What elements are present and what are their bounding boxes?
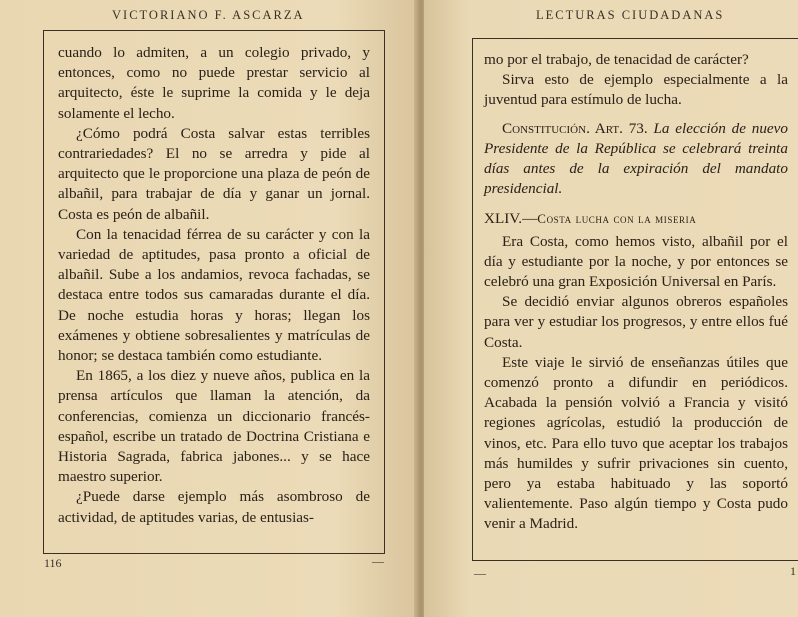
foot-mark-left: — (372, 554, 384, 568)
chapter-number: XLIV.— (484, 210, 538, 228)
foot-mark-right: — (474, 566, 486, 580)
constitution-label: Constitución. Art. 73. (502, 119, 648, 137)
chapter-heading (484, 209, 788, 229)
left-body-text (58, 43, 370, 528)
paragraph: Sirva esto de ejemplo especialmente a la juventud para estímulo de lucha. (484, 71, 788, 109)
paragraph: Este viaje le sirvió de enseñanzas útiles que comenzó pronto a difundir en periódicos. Acabada la pensión volvió a Francia y visitó regiones agrícolas, estudió la producción de vinos, etc. Para ello tuvo que aceptar los trabajos más humildes y sufrir privaciones sin cuento, pero ya estaba habituado y las soportó valientemente. Paso algún tiempo y Costa pudo venir a Madrid. (484, 353, 788, 533)
constitution-text: La elección de nuevo Presidente de la República se celebrará treinta días antes de la expiración del mandato presidencial. (484, 119, 788, 198)
page-number-right: 1 (790, 564, 796, 578)
running-head-left: VICTORIANO F. ASCARZA (112, 8, 305, 22)
constitution-note (484, 119, 788, 200)
paragraph: Era Costa, como hemos visto, albañil por el día y estudiante por la noche, y por entonces se celebró una gran Exposición Universal en París. (484, 232, 788, 291)
paragraph: mo por el trabajo, de tenacidad de carácter? (484, 51, 749, 68)
running-head-right: LECTURAS CIUDADANAS (536, 8, 725, 22)
paragraph: ¿Cómo podrá Costa salvar estas terribles contrariedades? El no se arredra y pide al arquitecto que le proporcione una plaza de peón de albañil, para trabajar de día y ganar un jornal. Costa es peón de albañil. (58, 124, 370, 223)
paragraph: cuando lo admiten, a un colegio privado, y entonces, como no puede prestar servicio al arquitecto, éste le suprime la comida y le deja solamente el lecho. (58, 44, 370, 122)
right-body-text (484, 50, 788, 535)
paragraph: ¿Puede darse ejemplo más asombroso de actividad, de aptitudes varias, de entusias- (58, 488, 370, 526)
page-number-left: 116 (44, 556, 62, 570)
paragraph: Se decidió enviar algunos obreros españoles para ver y estudiar los progresos, y entre ellos fué Costa. (484, 293, 788, 351)
paragraph: En 1865, a los diez y nueve años, publica en la prensa artículos que llaman la atención, da conferencias, comienza un diccionario francés-español, escribe un tratado de Doctrina Cristiana e Historia Sagrada, fabrica jabones... y se hace maestro superior. (58, 367, 370, 486)
right-page (424, 0, 798, 617)
paragraph: Con la tenacidad férrea de su carácter y con la variedad de aptitudes, pasa pronto a oficial de albañil. Sube a los andamios, revoca fachadas, se destaca entre todos sus camaradas durante el día. De noche estudia horas y horas; llegan los exámenes y obtiene sobresalientes y matrículas de honor; se destaca también como estudiante. (58, 225, 370, 365)
chapter-title: Costa lucha con la miseria (537, 211, 697, 227)
